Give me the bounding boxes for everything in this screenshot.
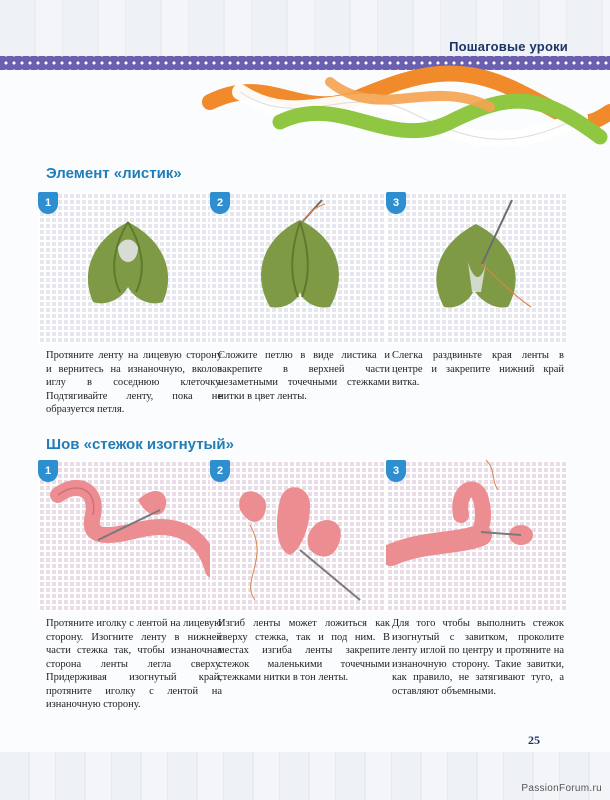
stitch-step-1-illustration	[38, 460, 218, 612]
stitch-step-2-text: Изгиб ленты может ложиться как сверху стежка, так и под ним. В местах изгиба ленты закрепите стежок маленькими точечными стежками нитки в тон ленты.	[218, 618, 390, 683]
leaf-step-3-photo	[386, 192, 566, 344]
stitch-step-3-text: Для того чтобы выполнить стежок изогнутый с завитком, проколите ленту иглой по центру и протяните на изнаночную сторону. Такие завитки, как правило, не затягивают туго, а оставляют объемными.	[392, 618, 564, 697]
decorative-ribbons	[180, 62, 610, 172]
stitch-step-2-illustration	[210, 460, 390, 612]
step-badge-2: 2	[210, 460, 230, 482]
stitch-step-2-photo	[210, 460, 390, 612]
stitch-step-3-illustration	[386, 460, 566, 612]
leaf-step-2-text: Сложите петлю в виде листика и закрепите в верхней части незаметными точечными стежками нитки в цвет ленты.	[218, 350, 390, 402]
leaf-step-1-photo	[38, 192, 218, 344]
section-title-leaf: Элемент «листик»	[46, 165, 182, 182]
watermark: PassionForum.ru	[521, 783, 602, 794]
stitch-step-1-text: Протяните иголку с лентой на лицевую сторону. Изогните ленту в нижней части стежка так, чтобы изнаночная сторона ленты легла сверху. Придерживая изогнутый край, протяните иголку с лентой на изнаночную сторону.	[46, 618, 222, 710]
section-title-curved-stitch: Шов «стежок изогнутый»	[46, 436, 234, 453]
leaf-step-3-text: Слегка раздвиньте края ленты в центре и закрепите нижний край витка.	[392, 350, 564, 388]
step-badge-2: 2	[210, 192, 230, 214]
step-badge-1: 1	[38, 460, 58, 482]
leaf-step-3-illustration	[386, 192, 566, 344]
step-badge-3: 3	[386, 192, 406, 214]
step-badge-3: 3	[386, 460, 406, 482]
leaf-step-2-illustration	[210, 192, 390, 344]
leaf-step-1-illustration	[38, 192, 218, 344]
stitch-step-1-photo	[38, 460, 218, 612]
bottom-wood-texture	[0, 752, 610, 800]
page-number: 25	[528, 733, 540, 747]
leaf-step-2-photo	[210, 192, 390, 344]
header-title: Пошаговые уроки	[449, 39, 568, 54]
stitch-step-3-photo	[386, 460, 566, 612]
leaf-step-1-text: Протяните ленту на лицевую сторону и вернитесь на изнаночную, вколов иглу в соседнюю клеточку. Подтягивайте ленту, пока не образуется петля.	[46, 350, 222, 415]
step-badge-1: 1	[38, 192, 58, 214]
